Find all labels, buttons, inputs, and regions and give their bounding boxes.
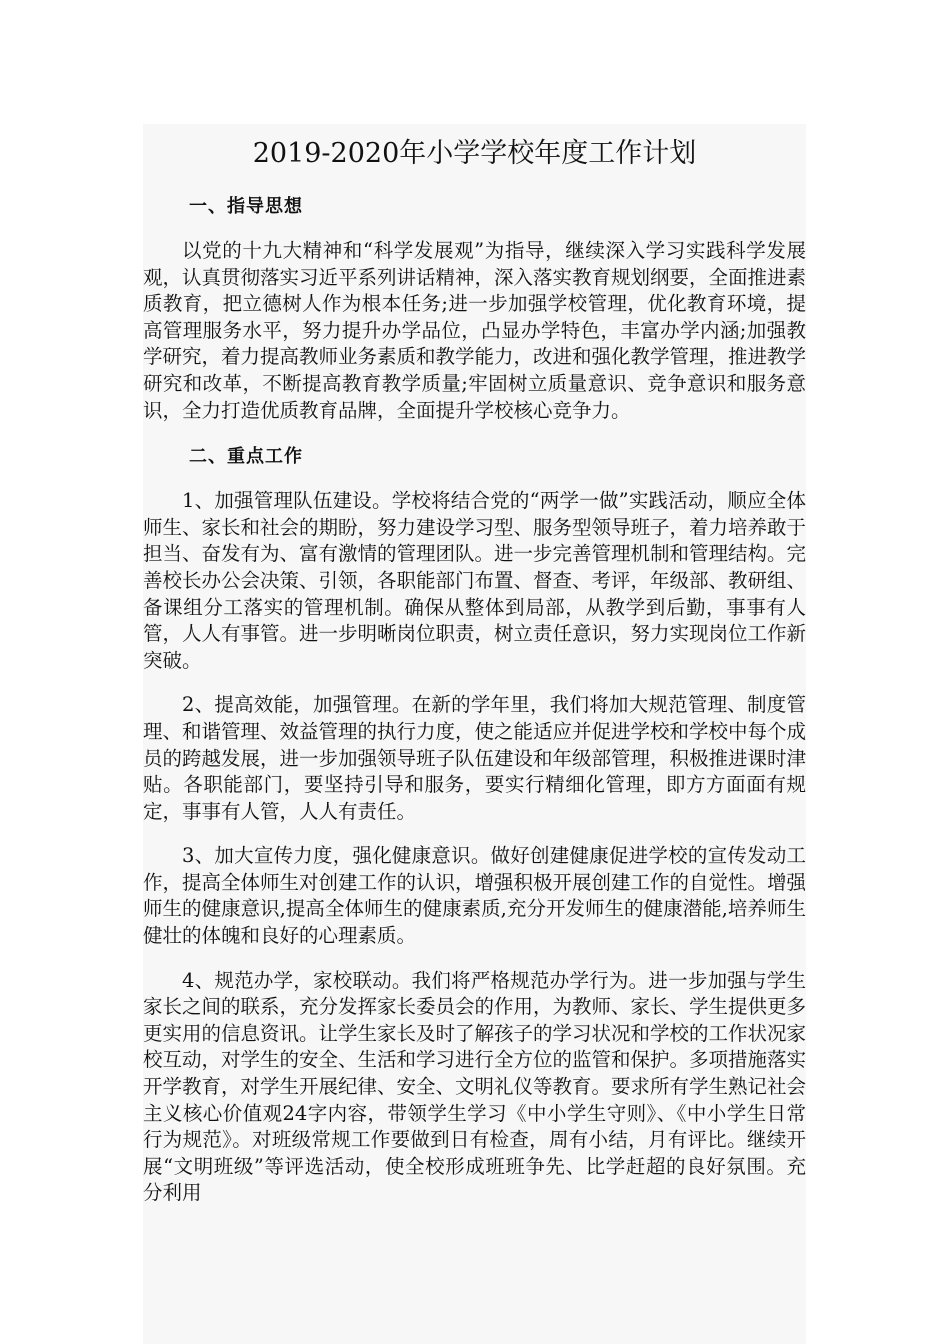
- paragraph: 1、加强管理队伍建设。学校将结合党的“两学一做”实践活动，顺应全体师生、家长和社会的期盼，努力建设学习型、服务型领导班子，着力培养敢于担当、奋发有为、富有激情的管理团队。进一步完善管理机制和管理结构。完善校长办公会决策、引领，各职能部门布置、督查、考评，年级部、教研组、备课组分工落实的管理机制。确保从整体到局部，从教学到后勤，事事有人管，人人有事管。进一步明晰岗位职责，树立责任意识，努力实现岗位工作新突破。: [143, 489, 806, 672]
- section-heading: 一、指导思想: [189, 196, 303, 217]
- paragraph: 3、加大宣传力度，强化健康意识。做好创建健康促进学校的宣传发动工作，提高全体师生对创建工作的认识，增强积极开展创建工作的自觉性。增强师生的健康意识,提高全体师生的健康素质,充分开发师生的健康潜能,培养师生健壮的体魄和良好的心理素质。: [143, 844, 806, 948]
- paragraph: 以党的十九大精神和“科学发展观”为指导，继续深入学习实践科学发展观，认真贯彻落实习近平系列讲话精神，深入落实教育规划纲要，全面推进素质教育，把立德树人作为根本任务;进一步加强学校管理，优化教育环境，提高管理服务水平，努力提升办学品位，凸显办学特色，丰富办学内涵;加强教学研究，着力提高教师业务素质和教学能力，改进和强化教学管理，推进教学研究和改革，不断提高教育教学质量;牢固树立质量意识、竞争意识和服务意识，全力打造优质教育品牌，全面提升学校核心竞争力。: [143, 239, 806, 422]
- document-page: [143, 124, 806, 1344]
- document-title: 2019-2020年小学学校年度工作计划: [252, 138, 697, 169]
- section-key-work: [143, 444, 806, 1207]
- section-heading: 二、重点工作: [189, 446, 303, 468]
- paragraph: 4、规范办学，家校联动。我们将严格规范办学行为。进一步加强与学生家长之间的联系，充分发挥家长委员会的作用，为教师、家长、学生提供更多更实用的信息资讯。让学生家长及时了解孩子的学习状况和学校的工作状况家校互动，对学生的安全、生活和学习进行全方位的监管和保护。多项措施落实开学教育，对学生开展纪律、安全、文明礼仪等教育。要求所有学生熟记社会主义核心价值观24字内容，带领学生学习《中小学生守则》、《中小学生日常行为规范》。对班级常规工作要做到日有检查，周有小结，月有评比。继续开展“文明班级”等评选活动，使全校形成班班争先、比学赶超的良好氛围。充分利用: [143, 968, 806, 1205]
- section-guiding-thought: [143, 194, 806, 424]
- paragraph: 2、提高效能，加强管理。在新的学年里，我们将加大规范管理、制度管理、和谐管理、效益管理的执行力度，使之能适应并促进学校和学校中每个成员的跨越发展，进一步加强领导班子队伍建设和年级部管理，积极推进课时津贴。各职能部门，要坚持引导和服务，要实行精细化管理，即方方面面有规定，事事有人管，人人有责任。: [143, 693, 806, 823]
